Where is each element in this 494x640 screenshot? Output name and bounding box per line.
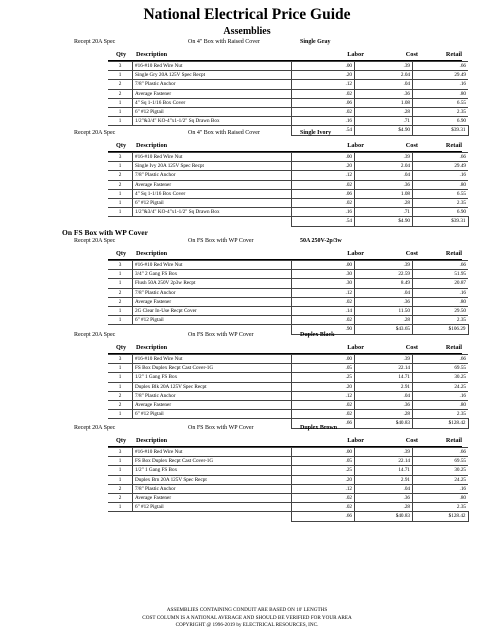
cell-retail: .66 bbox=[413, 448, 469, 457]
cell-labor: .20 bbox=[292, 475, 355, 484]
cell-labor: .00 bbox=[292, 261, 355, 270]
cell-description: Duplex Brn 20A 125V Spec Recpt bbox=[133, 475, 292, 484]
cell-qty: 2 bbox=[108, 89, 133, 98]
table-row bbox=[108, 261, 468, 270]
cell-description: Average Fastener bbox=[133, 400, 292, 409]
table-row bbox=[108, 391, 468, 400]
cell-qty: 1 bbox=[108, 503, 133, 512]
total-cost: $43.65 bbox=[355, 325, 413, 334]
cell-qty: 1 bbox=[108, 382, 133, 391]
table-row bbox=[108, 448, 468, 457]
cell-description: 1/2"&3/4" KO-4"x1-1/2" Sq Drawn Box bbox=[133, 208, 292, 217]
cell-qty: 2 bbox=[108, 180, 133, 189]
table-row bbox=[108, 189, 468, 198]
cell-qty: 1 bbox=[108, 306, 133, 315]
cell-cost: .39 bbox=[355, 355, 413, 364]
column-header-retail: Retail bbox=[445, 437, 462, 444]
cell-description: Average Fastener bbox=[133, 180, 292, 189]
cell-retail: .16 bbox=[413, 484, 469, 493]
cell-cost: .04 bbox=[355, 484, 413, 493]
cell-retail: 24.25 bbox=[413, 475, 469, 484]
cell-retail: .66 bbox=[413, 62, 469, 71]
cell-cost: 22.14 bbox=[355, 364, 413, 373]
cell-qty: 1 bbox=[108, 198, 133, 207]
cell-retail: 2.35 bbox=[413, 107, 469, 116]
empty-cell bbox=[133, 512, 292, 521]
table-row bbox=[108, 297, 468, 306]
cell-retail: 2.35 bbox=[413, 316, 469, 325]
table-row bbox=[108, 71, 468, 80]
cell-qty: 2 bbox=[108, 484, 133, 493]
cell-retail: 2.35 bbox=[413, 410, 469, 419]
cell-qty: 3 bbox=[108, 62, 133, 71]
table-row bbox=[108, 373, 468, 382]
table-row bbox=[108, 153, 468, 162]
table-header bbox=[108, 49, 462, 61]
cell-retail: .16 bbox=[413, 80, 469, 89]
table-row bbox=[108, 80, 468, 89]
cell-cost: .36 bbox=[355, 180, 413, 189]
cell-cost: .36 bbox=[355, 400, 413, 409]
spec-device: Duplex Black bbox=[300, 332, 335, 338]
table-row bbox=[108, 288, 468, 297]
cell-labor: .02 bbox=[292, 198, 355, 207]
footer-line: COST COLUMN IS A NATIONAL AVERAGE AND SHOULD BE VERIFIED FOR YOUR AREA bbox=[142, 614, 352, 621]
cell-cost: .39 bbox=[355, 62, 413, 71]
assembly-table bbox=[108, 435, 466, 522]
cell-labor: .02 bbox=[292, 316, 355, 325]
total-labor: .90 bbox=[292, 325, 355, 334]
cell-cost: .36 bbox=[355, 297, 413, 306]
cell-retail: 29.49 bbox=[413, 162, 469, 171]
cell-cost: .28 bbox=[355, 107, 413, 116]
cell-description: Flush 50A 250V 2p3w Recpt bbox=[133, 279, 292, 288]
spec-mount: On FS Box with WP Cover bbox=[188, 425, 254, 431]
cell-retail: 6.55 bbox=[413, 189, 469, 198]
cell-labor: .02 bbox=[292, 410, 355, 419]
cell-labor: .20 bbox=[292, 162, 355, 171]
table-row bbox=[108, 466, 468, 475]
footer-line: COPYRIGHT @ 1996-2019 by ELECTRICAL RESOURCES, INC. bbox=[175, 622, 319, 628]
total-row bbox=[108, 217, 468, 226]
cell-cost: .04 bbox=[355, 171, 413, 180]
cell-qty: 1 bbox=[108, 410, 133, 419]
cell-description: 4" Sq 1-1/16 Box Cover bbox=[133, 189, 292, 198]
table-row bbox=[108, 62, 468, 71]
total-labor: .66 bbox=[292, 419, 355, 428]
cell-qty: 3 bbox=[108, 153, 133, 162]
cell-description: 6" #12 Pigtail bbox=[133, 198, 292, 207]
cell-description: 7/8" Plastic Anchor bbox=[133, 391, 292, 400]
cell-labor: .12 bbox=[292, 288, 355, 297]
column-header-labor: Labor bbox=[347, 51, 364, 58]
assembly-spec bbox=[0, 425, 494, 435]
column-header-cost: Cost bbox=[405, 142, 418, 149]
empty-cell bbox=[108, 217, 133, 226]
cell-labor: .02 bbox=[292, 493, 355, 502]
empty-cell bbox=[133, 217, 292, 226]
items-table bbox=[108, 61, 469, 136]
cell-qty: 1 bbox=[108, 107, 133, 116]
cell-labor: .12 bbox=[292, 391, 355, 400]
cell-qty: 1 bbox=[108, 117, 133, 126]
cell-retail: 30.25 bbox=[413, 466, 469, 475]
cell-labor: .12 bbox=[292, 80, 355, 89]
cell-qty: 1 bbox=[108, 98, 133, 107]
assembly-table bbox=[108, 140, 466, 227]
total-retail: $39.31 bbox=[413, 126, 469, 135]
cell-retail: 6.90 bbox=[413, 208, 469, 217]
table-row bbox=[108, 198, 468, 207]
cell-cost: 2.91 bbox=[355, 475, 413, 484]
total-labor: .66 bbox=[292, 512, 355, 521]
column-header-qty: Qty bbox=[116, 344, 127, 351]
total-row bbox=[108, 512, 468, 521]
cell-cost: 2.04 bbox=[355, 162, 413, 171]
cell-qty: 3 bbox=[108, 261, 133, 270]
cell-qty: 1 bbox=[108, 71, 133, 80]
column-header-retail: Retail bbox=[445, 344, 462, 351]
total-cost: $4.90 bbox=[355, 126, 413, 135]
cell-description: Single Ivy 20A 125V Spec Recpt bbox=[133, 162, 292, 171]
cell-labor: .12 bbox=[292, 171, 355, 180]
cell-cost: .36 bbox=[355, 493, 413, 502]
cell-description: 6" #12 Pigtail bbox=[133, 316, 292, 325]
cell-retail: .80 bbox=[413, 400, 469, 409]
cell-qty: 2 bbox=[108, 400, 133, 409]
cell-description: 1/2" 1 Gang FS Box bbox=[133, 466, 292, 475]
column-header-labor: Labor bbox=[347, 437, 364, 444]
cell-description: 7/8" Plastic Anchor bbox=[133, 288, 292, 297]
spec-type: Recept 20A Spec bbox=[74, 238, 116, 244]
cell-labor: .02 bbox=[292, 89, 355, 98]
spec-type: Recept 20A Spec bbox=[74, 39, 116, 45]
cell-labor: .05 bbox=[292, 457, 355, 466]
table-row bbox=[108, 306, 468, 315]
assembly-table bbox=[108, 342, 466, 429]
cell-labor: .05 bbox=[292, 364, 355, 373]
cell-qty: 1 bbox=[108, 373, 133, 382]
cell-description: Single Gry 20A 125V Spec Recpt bbox=[133, 71, 292, 80]
assembly-spec bbox=[0, 39, 494, 49]
table-row bbox=[108, 208, 468, 217]
table-row bbox=[108, 171, 468, 180]
empty-cell bbox=[108, 512, 133, 521]
cell-labor: .14 bbox=[292, 306, 355, 315]
cell-labor: .02 bbox=[292, 503, 355, 512]
cell-description: #16-#10 Red Wire Nut bbox=[133, 355, 292, 364]
cell-description: 7/8" Plastic Anchor bbox=[133, 80, 292, 89]
cell-description: 4" Sq 1-1/16 Box Cover bbox=[133, 98, 292, 107]
cell-qty: 2 bbox=[108, 80, 133, 89]
spec-device: Single Ivory bbox=[300, 130, 332, 136]
cell-cost: 22.14 bbox=[355, 457, 413, 466]
cell-retail: 29.49 bbox=[413, 71, 469, 80]
cell-cost: 14.71 bbox=[355, 373, 413, 382]
cell-retail: 6.55 bbox=[413, 98, 469, 107]
footer bbox=[0, 607, 494, 630]
cell-description: FS Box Duplex Recpt Cast Cover-1G bbox=[133, 364, 292, 373]
cell-description: #16-#10 Red Wire Nut bbox=[133, 261, 292, 270]
cell-qty: 3 bbox=[108, 448, 133, 457]
cell-labor: .30 bbox=[292, 270, 355, 279]
cell-description: Average Fastener bbox=[133, 493, 292, 502]
assembly-table bbox=[108, 49, 466, 136]
cell-retail: .80 bbox=[413, 180, 469, 189]
cell-qty: 1 bbox=[108, 189, 133, 198]
column-header-labor: Labor bbox=[347, 142, 364, 149]
table-row bbox=[108, 117, 468, 126]
column-header-retail: Retail bbox=[445, 142, 462, 149]
cell-qty: 1 bbox=[108, 466, 133, 475]
table-row bbox=[108, 316, 468, 325]
section-title: On FS Box with WP Cover bbox=[62, 228, 148, 237]
cell-labor: .02 bbox=[292, 107, 355, 116]
cell-cost: 14.71 bbox=[355, 466, 413, 475]
table-row bbox=[108, 382, 468, 391]
cell-qty: 2 bbox=[108, 171, 133, 180]
cell-retail: .16 bbox=[413, 171, 469, 180]
cell-cost: .04 bbox=[355, 288, 413, 297]
column-header-qty: Qty bbox=[116, 250, 127, 257]
cell-retail: .66 bbox=[413, 355, 469, 364]
table-row bbox=[108, 400, 468, 409]
cell-retail: 51.95 bbox=[413, 270, 469, 279]
cell-description: 3/4" 2 Gang FS Box bbox=[133, 270, 292, 279]
cell-qty: 2 bbox=[108, 493, 133, 502]
cell-labor: .20 bbox=[292, 71, 355, 80]
table-row bbox=[108, 484, 468, 493]
cell-description: 6" #12 Pigtail bbox=[133, 107, 292, 116]
cell-retail: .80 bbox=[413, 493, 469, 502]
spec-type: Recept 20A Spec bbox=[74, 332, 116, 338]
items-table bbox=[108, 260, 469, 335]
cell-labor: .02 bbox=[292, 297, 355, 306]
cell-labor: .16 bbox=[292, 117, 355, 126]
cell-description: 6" #12 Pigtail bbox=[133, 503, 292, 512]
cell-qty: 1 bbox=[108, 457, 133, 466]
column-header-retail: Retail bbox=[445, 51, 462, 58]
cell-retail: .16 bbox=[413, 288, 469, 297]
cell-description: #16-#10 Red Wire Nut bbox=[133, 448, 292, 457]
cell-cost: .71 bbox=[355, 117, 413, 126]
cell-description: 1/2" 1 Gang FS Box bbox=[133, 373, 292, 382]
cell-description: #16-#10 Red Wire Nut bbox=[133, 153, 292, 162]
assembly-spec bbox=[0, 332, 494, 342]
total-cost: $40.83 bbox=[355, 512, 413, 521]
cell-retail: .80 bbox=[413, 297, 469, 306]
cell-retail: .66 bbox=[413, 261, 469, 270]
cell-cost: 22.59 bbox=[355, 270, 413, 279]
total-cost: $4.90 bbox=[355, 217, 413, 226]
cell-labor: .02 bbox=[292, 180, 355, 189]
cell-cost: .36 bbox=[355, 89, 413, 98]
assembly-table bbox=[108, 248, 466, 335]
total-retail: $39.31 bbox=[413, 217, 469, 226]
cell-retail: 6.90 bbox=[413, 117, 469, 126]
cell-description: 7/8" Plastic Anchor bbox=[133, 171, 292, 180]
cell-labor: .00 bbox=[292, 153, 355, 162]
column-header-retail: Retail bbox=[445, 250, 462, 257]
cell-cost: 1.08 bbox=[355, 189, 413, 198]
cell-labor: .02 bbox=[292, 400, 355, 409]
table-row bbox=[108, 180, 468, 189]
total-labor: .54 bbox=[292, 126, 355, 135]
total-retail: $106.29 bbox=[413, 325, 469, 334]
cell-retail: 20.87 bbox=[413, 279, 469, 288]
cell-qty: 1 bbox=[108, 364, 133, 373]
spec-type: Recept 20A Spec bbox=[74, 130, 116, 136]
column-header-labor: Labor bbox=[347, 344, 364, 351]
column-header-cost: Cost bbox=[405, 437, 418, 444]
cell-qty: 1 bbox=[108, 270, 133, 279]
table-row bbox=[108, 98, 468, 107]
total-cost: $40.83 bbox=[355, 419, 413, 428]
spec-device: Single Gray bbox=[300, 39, 331, 45]
spec-mount: On FS Box with WP Cover bbox=[188, 238, 254, 244]
column-header-cost: Cost bbox=[405, 250, 418, 257]
items-table bbox=[108, 447, 469, 522]
table-header bbox=[108, 248, 462, 260]
cell-retail: 30.25 bbox=[413, 373, 469, 382]
cell-labor: .00 bbox=[292, 62, 355, 71]
table-row bbox=[108, 162, 468, 171]
cell-retail: .16 bbox=[413, 391, 469, 400]
cell-labor: .06 bbox=[292, 98, 355, 107]
cell-cost: 1.08 bbox=[355, 98, 413, 107]
column-header-description: Description bbox=[136, 344, 168, 351]
cell-retail: 69.55 bbox=[413, 457, 469, 466]
cell-qty: 1 bbox=[108, 279, 133, 288]
page-title: National Electrical Price Guide bbox=[143, 6, 351, 23]
table-row bbox=[108, 279, 468, 288]
table-row bbox=[108, 493, 468, 502]
items-table bbox=[108, 152, 469, 227]
column-header-qty: Qty bbox=[116, 142, 127, 149]
table-row bbox=[108, 89, 468, 98]
cell-labor: .20 bbox=[292, 382, 355, 391]
cell-retail: .80 bbox=[413, 89, 469, 98]
cell-cost: 11.50 bbox=[355, 306, 413, 315]
cell-retail: .66 bbox=[413, 153, 469, 162]
spec-device: Duplex Brown bbox=[300, 425, 338, 431]
spec-type: Recept 20A Spec bbox=[74, 425, 116, 431]
cell-retail: 2.35 bbox=[413, 503, 469, 512]
cell-cost: 8.49 bbox=[355, 279, 413, 288]
cell-description: 1/2"&3/4" KO-4"x1-1/2" Sq Drawn Box bbox=[133, 117, 292, 126]
cell-cost: 2.04 bbox=[355, 71, 413, 80]
cell-labor: .12 bbox=[292, 484, 355, 493]
page-subtitle: Assemblies bbox=[223, 26, 271, 37]
cell-qty: 2 bbox=[108, 297, 133, 306]
column-header-cost: Cost bbox=[405, 344, 418, 351]
total-retail: $128.42 bbox=[413, 512, 469, 521]
cell-cost: .04 bbox=[355, 391, 413, 400]
cell-description: Duplex Blk 20A 125V Spec Recpt bbox=[133, 382, 292, 391]
cell-qty: 1 bbox=[108, 316, 133, 325]
cell-description: Average Fastener bbox=[133, 297, 292, 306]
cell-labor: .00 bbox=[292, 448, 355, 457]
spec-mount: On 4" Box with Raised Cover bbox=[188, 130, 260, 136]
footer-line: ASSEMBLIES CONTAINING CONDUIT ARE BASED ON 10' LENGTHS bbox=[166, 607, 328, 613]
cell-cost: 2.91 bbox=[355, 382, 413, 391]
assembly-spec bbox=[0, 130, 494, 140]
table-row bbox=[108, 457, 468, 466]
column-header-qty: Qty bbox=[116, 437, 127, 444]
cell-labor: .06 bbox=[292, 189, 355, 198]
cell-cost: .39 bbox=[355, 153, 413, 162]
cell-qty: 2 bbox=[108, 391, 133, 400]
column-header-description: Description bbox=[136, 142, 168, 149]
assembly-spec bbox=[0, 238, 494, 248]
cell-description: #16-#10 Red Wire Nut bbox=[133, 62, 292, 71]
cell-labor: .00 bbox=[292, 355, 355, 364]
cell-qty: 2 bbox=[108, 288, 133, 297]
table-row bbox=[108, 364, 468, 373]
table-row bbox=[108, 410, 468, 419]
cell-retail: 24.25 bbox=[413, 382, 469, 391]
cell-description: 2G Clear In-Use Recpt Cover bbox=[133, 306, 292, 315]
cell-cost: .28 bbox=[355, 198, 413, 207]
table-row bbox=[108, 270, 468, 279]
column-header-labor: Labor bbox=[347, 250, 364, 257]
cell-description: 6" #12 Pigtail bbox=[133, 410, 292, 419]
spec-mount: On 4" Box with Raised Cover bbox=[188, 39, 260, 45]
table-header bbox=[108, 435, 462, 447]
cell-qty: 1 bbox=[108, 475, 133, 484]
cell-cost: .28 bbox=[355, 316, 413, 325]
cell-qty: 1 bbox=[108, 162, 133, 171]
table-row bbox=[108, 107, 468, 116]
cell-retail: 2.35 bbox=[413, 198, 469, 207]
cell-description: Average Fastener bbox=[133, 89, 292, 98]
column-header-qty: Qty bbox=[116, 51, 127, 58]
total-retail: $128.42 bbox=[413, 419, 469, 428]
cell-cost: .39 bbox=[355, 261, 413, 270]
cell-cost: .39 bbox=[355, 448, 413, 457]
cell-labor: .25 bbox=[292, 373, 355, 382]
table-header bbox=[108, 140, 462, 152]
cell-labor: .30 bbox=[292, 279, 355, 288]
table-row bbox=[108, 355, 468, 364]
column-header-description: Description bbox=[136, 51, 168, 58]
cell-labor: .25 bbox=[292, 466, 355, 475]
cell-qty: 1 bbox=[108, 208, 133, 217]
cell-cost: .04 bbox=[355, 80, 413, 89]
table-row bbox=[108, 503, 468, 512]
cell-retail: 69.55 bbox=[413, 364, 469, 373]
spec-device: 50A 250V-2p/3w bbox=[300, 238, 342, 244]
cell-cost: .28 bbox=[355, 503, 413, 512]
cell-qty: 3 bbox=[108, 355, 133, 364]
table-row bbox=[108, 475, 468, 484]
cell-description: FS Box Duplex Recpt Cast Cover-1G bbox=[133, 457, 292, 466]
cell-cost: .71 bbox=[355, 208, 413, 217]
cell-retail: 29.50 bbox=[413, 306, 469, 315]
total-labor: .54 bbox=[292, 217, 355, 226]
table-header bbox=[108, 342, 462, 354]
spec-mount: On FS Box with WP Cover bbox=[188, 332, 254, 338]
items-table bbox=[108, 354, 469, 429]
column-header-description: Description bbox=[136, 250, 168, 257]
column-header-cost: Cost bbox=[405, 51, 418, 58]
cell-labor: .16 bbox=[292, 208, 355, 217]
column-header-description: Description bbox=[136, 437, 168, 444]
cell-cost: .28 bbox=[355, 410, 413, 419]
cell-description: 7/8" Plastic Anchor bbox=[133, 484, 292, 493]
